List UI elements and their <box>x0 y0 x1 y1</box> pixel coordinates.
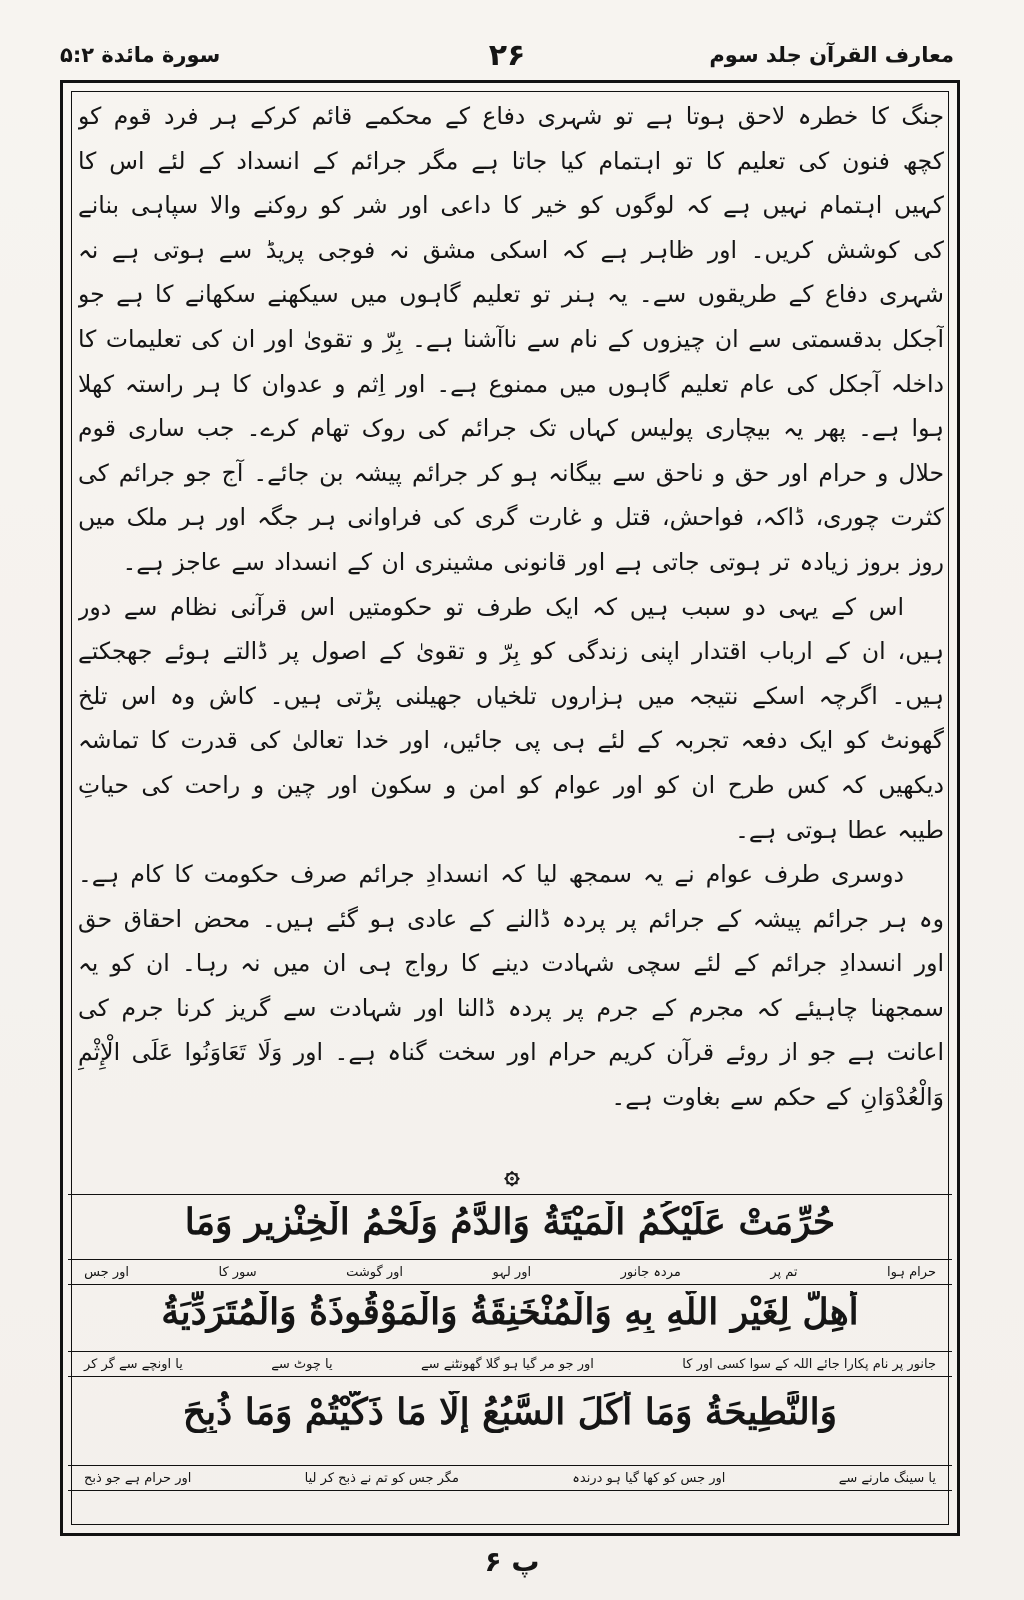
page-footer-mark: پ ۶ <box>484 1545 540 1578</box>
translation-word: یا اونچے سے گر کر <box>84 1356 183 1372</box>
translation-word: حرام ہوا <box>887 1264 936 1280</box>
surah-reference: سورة مائدة ۵:۲ <box>60 43 221 67</box>
translation-line-1 <box>68 1259 952 1285</box>
book-title: معارف القرآن جلد سوم <box>709 43 954 67</box>
paragraph-1: جنگ کا خطرہ لاحق ہوتا ہے تو شہری دفاع کے محکمے قائم کرکے ہر فرد قوم کو کچھ فنون کی تعلیم کا تو اہتمام کیا جاتا ہے مگر جرائم کے انسداد کے لئے اس کا کہیں اہتمام نہیں ہے کہ لوگوں کو خیر کا داعی اور شر کو روکنے والا سپاہی بنانے کی کوشش کریں۔ اور ظاہر ہے کہ اسکی مشق نہ فوجی پریڈ سے ہوتی ہے نہ شہری دفاع کے طریقوں سے۔ یہ ہنر تو تعلیم گاہوں میں سیکھنے سکھانے کا ہے جو آجکل بدقسمتی سے ان چیزوں کے نام سے ناآشنا ہے۔ بِرّ و تقویٰ اور ان کی تعلیمات کا داخلہ آجکل کی عام تعلیم گاہوں میں ممنوع ہے۔ اور اِثم و عدوان کا ہر راستہ کھلا ہوا ہے۔ پھر یہ بیچاری پولیس کہاں تک جرائم کی روک تھام کرے۔ جب ساری قوم حلال و حرام اور حق و ناحق سے بیگانہ ہو کر جرائم پیشہ بن جائے۔ آج جو جرائم کی کثرت چوری، ڈاکہ، فواحش، قتل و غارت گری کی فراوانی ہر جگہ اور ہر ملک میں روز بروز زیادہ تر ہوتی جاتی ہے اور قانونی مشینری ان کے انسداد سے عاجز ہے۔ <box>78 102 944 576</box>
verse-block <box>68 1194 952 1529</box>
translation-word: اور گوشت <box>346 1264 404 1280</box>
translation-word: اور جو مر گیا ہو گلا گھونٹنے سے <box>421 1356 594 1372</box>
translation-word: اور لہو <box>492 1264 532 1280</box>
translation-word: اور حرام ہے جو ذبح <box>84 1470 192 1486</box>
arabic-line-2: أُهِلَّ لِغَيْرِ اللَّهِ بِهِ وَالْمُنْخَنِقَةُ وَالْمَوْقُوذَةُ وَالْمُتَرَدِّيَةُ <box>161 1291 859 1333</box>
page-header <box>60 30 954 80</box>
arabic-line-3: وَالنَّطِيحَةُ وَمَا أَكَلَ السَّبُعُ إِلَّا مَا ذَكَّيْتُمْ وَمَا ذُبِحَ <box>182 1391 838 1433</box>
translation-word: تم پر <box>770 1264 798 1280</box>
arabic-line-1: حُرِّمَتْ عَلَيْكُمُ الْمَيْتَةُ وَالدَّمُ وَلَحْمُ الْخِنْزِيرِ وَمَا <box>184 1201 836 1243</box>
translation-word: جانور پر نام پکارا جائے اللہ کے سوا کسی اور کا <box>682 1356 936 1372</box>
translation-word: مگر جس کو تم نے ذبح کر لیا <box>304 1470 459 1486</box>
paragraph-3: دوسری طرف عوام نے یہ سمجھ لیا کہ انسدادِ جرائم صرف حکومت کا کام ہے۔ وہ ہر جرائم پیشہ کے جرائم پر پردہ ڈالنے کے عادی ہو گئے ہیں۔ محض احقاق حق اور انسدادِ جرائم کے لئے سچی شہادت دینے کا رواج ہی ان میں نہ رہا۔ ان کو یہ سمجھنا چاہیئے کہ مجرم کے جرم پر پردہ ڈالنا اور شہادت سے گریز کرنا جرم کی اعانت ہے جو از روئے قرآن کریم حرام اور سخت گناہ ہے۔ اور وَلَا تَعَاوَنُوا عَلَى الْإِثْمِ وَالْعُدْوَانِ کے حکم سے بغاوت ہے۔ <box>78 860 944 1112</box>
page-number: ۲۶ <box>488 37 526 73</box>
translation-line-3 <box>68 1465 952 1491</box>
translation-word: مردہ جانور <box>620 1264 681 1280</box>
section-separator: ۞ <box>504 1160 520 1190</box>
translation-word: یا سینگ مارنے سے <box>838 1470 936 1486</box>
translation-word: اور جس کو کھا گیا ہو درندہ <box>572 1470 726 1486</box>
paragraph-2: اس کے یہی دو سبب ہیں کہ ایک طرف تو حکومتیں اس قرآنی نظام سے دور ہیں، ان کے ارباب اقتدار اپنی زندگی کو بِرّ و تقویٰ کے اصول پر ڈالتے ہوئے جھجکتے ہیں۔ اگرچہ اسکے نتیجہ میں ہزاروں تلخیاں جھیلنی پڑتی ہیں۔ کاش وہ اس تلخ گھونٹ کو ایک دفعہ تجربہ کے لئے ہی پی جائیں، اور خدا تعالیٰ کی قدرت کا تماشہ دیکھیں کہ کس طرح ان کو اور عوام کو امن و سکون اور چین و راحت کی حیاتِ طیبہ عطا ہوتی ہے۔ <box>78 592 944 844</box>
body-text <box>78 94 944 1154</box>
translation-word: سور کا <box>218 1264 257 1280</box>
translation-word: اور جس <box>84 1264 129 1280</box>
translation-line-2 <box>68 1351 952 1377</box>
translation-word: یا چوٹ سے <box>271 1356 333 1372</box>
